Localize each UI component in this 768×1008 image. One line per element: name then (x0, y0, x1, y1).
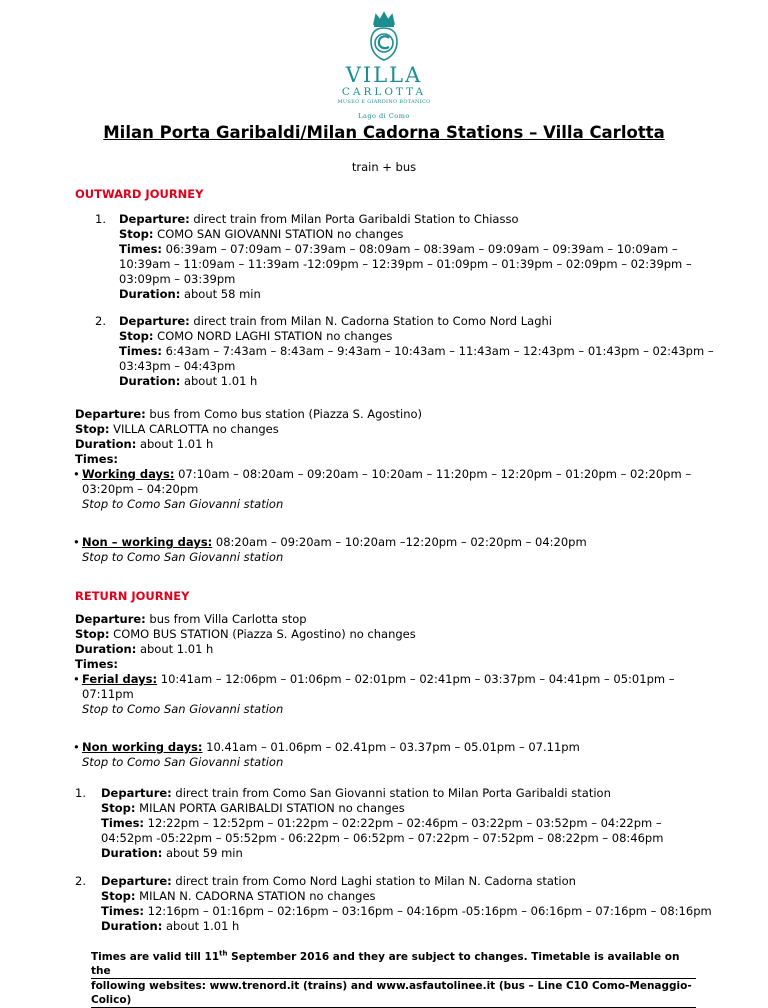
villa-carlotta-logo (330, 10, 438, 121)
stop-label: Stop: (101, 801, 136, 815)
times-value: 6:43am – 7:43am – 8:43am – 9:43am – 10:43am – 11:43am – 12:43pm – 01:43pm – 02:43pm – 03:43pm – 04:43pm (119, 344, 714, 373)
bullet-icon: • (73, 467, 80, 481)
logo-lago: Lago di Como (358, 112, 410, 120)
departure-value: direct train from Milan N. Cadorna Station to Como Nord Laghi (189, 314, 552, 328)
list-item (75, 672, 715, 702)
footer-superscript: th (219, 949, 228, 958)
stop-value: COMO BUS STATION (Piazza S. Agostino) no changes (109, 627, 416, 641)
list-item (75, 740, 715, 755)
stop-note: Stop to Como San Giovanni station (82, 550, 284, 564)
footer-note (91, 950, 696, 1008)
departure-label: Departure: (101, 786, 172, 800)
page-subtitle: train + bus (351, 160, 417, 174)
departure-label: Departure: (119, 212, 190, 226)
list-item (75, 467, 715, 497)
stop-value: COMO NORD LAGHI STATION no changes (153, 329, 393, 343)
footer-line-2: following websites: www.trenord.it (trains) and www.asfautolinee.it (bus – Line C10 Como-Menaggio-Colico) (91, 979, 696, 1008)
working-days-times: 07:10am – 08:20am – 09:20am – 10:20am – 11:20pm – 12:20pm – 01:20pm – 02:20pm – 03:20pm – 04:20pm (82, 467, 692, 496)
logo-museo: MUSEO E GIARDINO BOTANICO (337, 99, 431, 105)
duration-value: about 1.01 h (136, 642, 214, 656)
stop-label: Stop: (119, 227, 154, 241)
non-working-days-times: 08:20am – 09:20am – 10:20am –12:20pm – 02:20pm – 04:20pm (212, 535, 587, 549)
stop-label: Stop: (101, 889, 136, 903)
duration-value: about 1.01 h (180, 374, 258, 388)
stop-label: Stop: (75, 627, 110, 641)
item-number: 1. (75, 786, 86, 800)
stop-label: Stop: (119, 329, 154, 343)
outward-bus (75, 407, 715, 565)
non-working-days-times: 10.41am – 01.06pm – 02.41pm – 03.37pm – 05.01pm – 07.11pm (202, 740, 580, 754)
duration-label: Duration: (101, 846, 163, 860)
times-value: 12:16pm – 01:16pm – 02:16pm – 03:16pm – 04:16pm -05:16pm – 06:16pm – 07:16pm – 08:16pm (144, 904, 712, 918)
times-value: 12:22pm – 12:52pm – 01:22pm – 02:22pm – 02:46pm – 03:22pm – 03:52pm – 04:22pm – 04:52pm -05:22pm – 05:52pm - 06:22pm – 06:52pm – 07:22pm – 07:52pm – 08:22pm – 08:46pm (101, 816, 664, 845)
times-label: Times: (101, 816, 145, 830)
departure-value: bus from Como bus station (Piazza S. Agostino) (145, 407, 423, 421)
stop-value: COMO SAN GIOVANNI STATION no changes (153, 227, 404, 241)
outward-train-1 (95, 212, 715, 302)
duration-label: Duration: (101, 919, 163, 933)
times-label: Times: (75, 657, 119, 671)
footer-line-1 (91, 950, 696, 979)
item-number: 1. (95, 212, 106, 226)
times-label: Times: (119, 242, 163, 256)
stop-value: VILLA CARLOTTA no changes (109, 422, 279, 436)
non-working-days-label: Non – working days: (82, 535, 213, 549)
bullet-icon: • (73, 672, 80, 686)
stop-value: MILAN PORTA GARIBALDI STATION no changes (135, 801, 405, 815)
list-item (75, 535, 715, 550)
working-days-label: Working days: (82, 467, 175, 481)
times-label: Times: (119, 344, 163, 358)
duration-value: about 58 min (180, 287, 261, 301)
times-label: Times: (101, 904, 145, 918)
return-train-2 (75, 874, 715, 934)
stop-note: Stop to Como San Giovanni station (82, 702, 284, 716)
logo-name: VILLA (345, 63, 423, 87)
stop-note: Stop to Como San Giovanni station (82, 755, 284, 769)
return-heading: RETURN JOURNEY (75, 589, 190, 603)
crown-crest-icon (366, 10, 402, 62)
duration-label: Duration: (75, 642, 137, 656)
item-number: 2. (95, 314, 106, 328)
duration-value: about 1.01 h (136, 437, 214, 451)
departure-label: Departure: (119, 314, 190, 328)
departure-value: bus from Villa Carlotta stop (145, 612, 307, 626)
footer-text: Times are valid till 11 (91, 951, 220, 963)
departure-label: Departure: (75, 407, 146, 421)
duration-label: Duration: (75, 437, 137, 451)
outward-heading: OUTWARD JOURNEY (75, 187, 204, 201)
return-bus (75, 612, 715, 770)
stop-value: MILAN N. CADORNA STATION no changes (135, 889, 376, 903)
footer-text: September 2016 and they are subject to changes. Timetable is available on the (91, 951, 680, 977)
logo-subname: CARLOTTA (341, 86, 427, 98)
times-label: Times: (75, 452, 119, 466)
departure-value: direct train from Como San Giovanni station to Milan Porta Garibaldi station (171, 786, 611, 800)
departure-label: Departure: (75, 612, 146, 626)
ferial-days-label: Ferial days: (82, 672, 158, 686)
duration-label: Duration: (119, 374, 181, 388)
departure-value: direct train from Milan Porta Garibaldi Station to Chiasso (189, 212, 519, 226)
times-value: 06:39am – 07:09am – 07:39am – 08:09am – 08:39am – 09:09am – 09:39am – 10:09am – 10:39am – 11:09am – 11:39am -12:09pm – 12:39pm – 01:09pm – 01:39pm – 02:09pm – 02:39pm – 03:09pm – 03:39pm (119, 242, 692, 286)
stop-label: Stop: (75, 422, 110, 436)
duration-value: about 59 min (162, 846, 243, 860)
stop-note: Stop to Como San Giovanni station (82, 497, 284, 511)
item-number: 2. (75, 874, 86, 888)
non-working-days-label: Non working days: (82, 740, 203, 754)
ferial-days-times: 10:41am – 12:06pm – 01:06pm – 02:01pm – 02:41pm – 03:37pm – 04:41pm – 05:01pm – 07:11pm (82, 672, 675, 701)
bullet-icon: • (73, 535, 80, 549)
departure-value: direct train from Como Nord Laghi station to Milan N. Cadorna station (171, 874, 576, 888)
bullet-icon: • (73, 740, 80, 754)
duration-label: Duration: (119, 287, 181, 301)
return-train-1 (75, 786, 715, 861)
outward-train-2 (95, 314, 715, 389)
duration-value: about 1.01 h (162, 919, 240, 933)
departure-label: Departure: (101, 874, 172, 888)
page-title: Milan Porta Garibaldi/Milan Cadorna Stations – Villa Carlotta (103, 123, 665, 142)
